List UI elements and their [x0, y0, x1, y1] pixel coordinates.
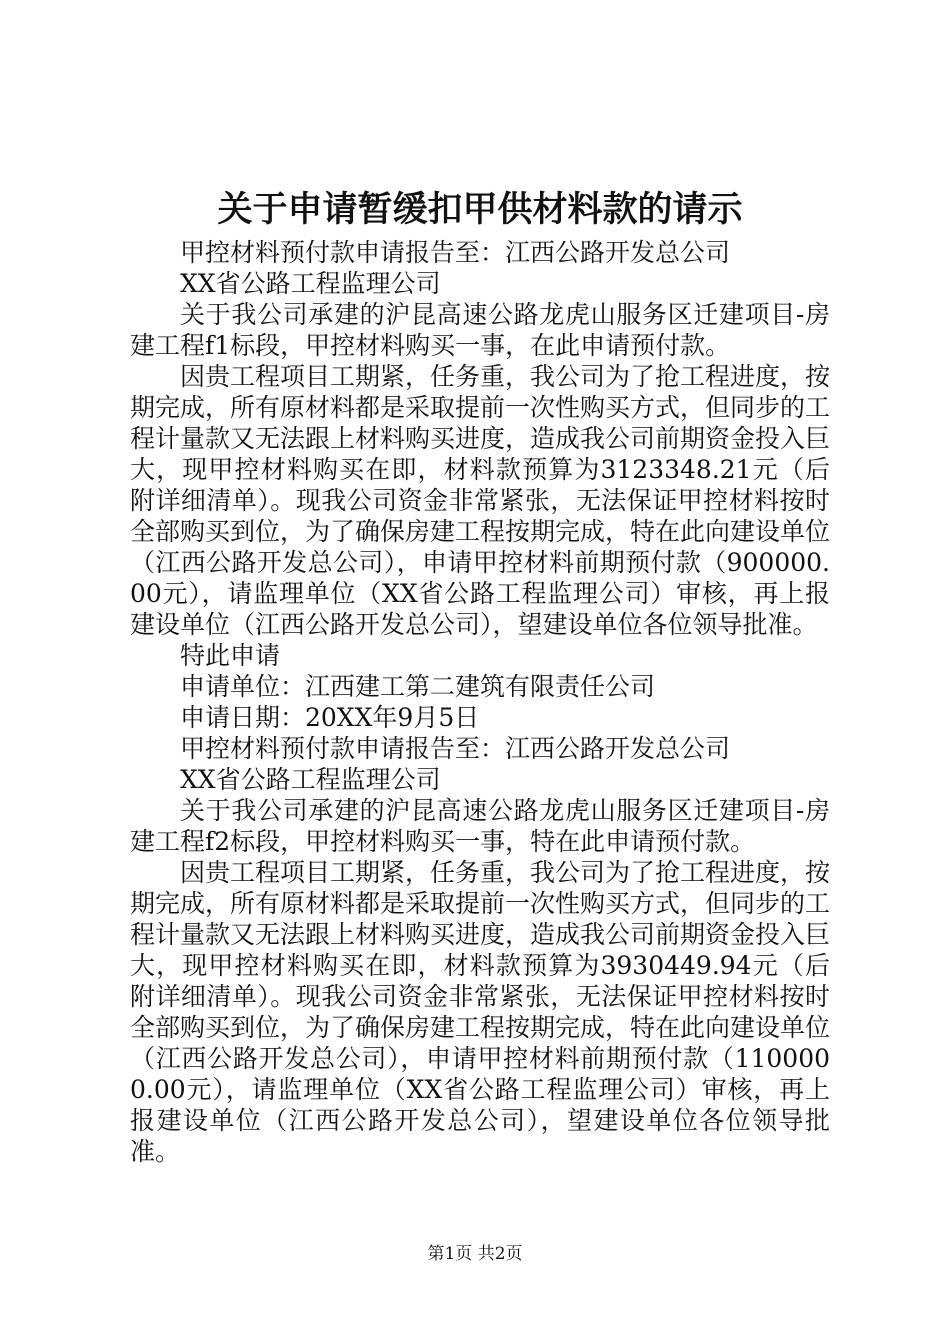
date-line: 申请日期：20XX年9月5日	[180, 703, 480, 732]
body-paragraph-2: 因贵工程项目工期紧，任务重，我公司为了抢工程进度，按期完成，所有原材料都是采取提前一次性购买方式，但同步的工程计量款又无法跟上材料购买进度，造成我公司前期资金投入巨大，现甲控材料购买在即，材料款预算为3930449.94元（后附详细清单）。现我公司资金非常紧张，无法保证甲控材料按时全部购买到位，为了确保房建工程按期完成，特在此向建设单位（江西公路开发总公司），申请甲控材料前期预付款（1100000.00元），请监理单位（XX省公路工程监理公司）审核，再上报建设单位（江西公路开发总公司），望建设单位各位领导批准。	[130, 858, 831, 1166]
document-body	[130, 237, 830, 1167]
cc-line: XX省公路工程监理公司	[180, 269, 441, 298]
addressee-line: 甲控材料预付款申请报告至：江西公路开发总公司	[180, 238, 731, 267]
body-paragraph: 因贵工程项目工期紧，任务重，我公司为了抢工程进度，按期完成，所有原材料都是采取提前一次性购买方式，但同步的工程计量款又无法跟上材料购买进度，造成我公司前期资金投入巨大，现甲控材料购买在即，材料款预算为3123348.21元（后附详细清单）。现我公司资金非常紧张，无法保证甲控材料按时全部购买到位，为了确保房建工程按期完成，特在此向建设单位（江西公路开发总公司），申请甲控材料前期预付款（900000.00元），请监理单位（XX省公路工程监理公司）审核，再上报建设单位（江西公路开发总公司），望建设单位各位领导批准。	[130, 362, 831, 639]
subject-paragraph: 关于我公司承建的沪昆高速公路龙虎山服务区迁建项目-房建工程f1标段，甲控材料购买一事，在此申请预付款。	[130, 300, 830, 360]
document-page	[130, 0, 830, 1344]
applicant-line: 申请单位：江西建工第二建筑有限责任公司	[180, 672, 656, 701]
subject-paragraph-2: 关于我公司承建的沪昆高速公路龙虎山服务区迁建项目-房建工程f2标段，甲控材料购买一事，特在此申请预付款。	[130, 796, 830, 856]
cc-line-2: XX省公路工程监理公司	[180, 765, 441, 794]
closing-line: 特此申请	[180, 641, 281, 670]
document-title: 关于申请暂缓扣甲供材料款的请示	[217, 189, 743, 230]
addressee-line-2: 甲控材料预付款申请报告至：江西公路开发总公司	[180, 734, 731, 763]
page-number-footer: 第1页 共2页	[427, 1244, 523, 1264]
